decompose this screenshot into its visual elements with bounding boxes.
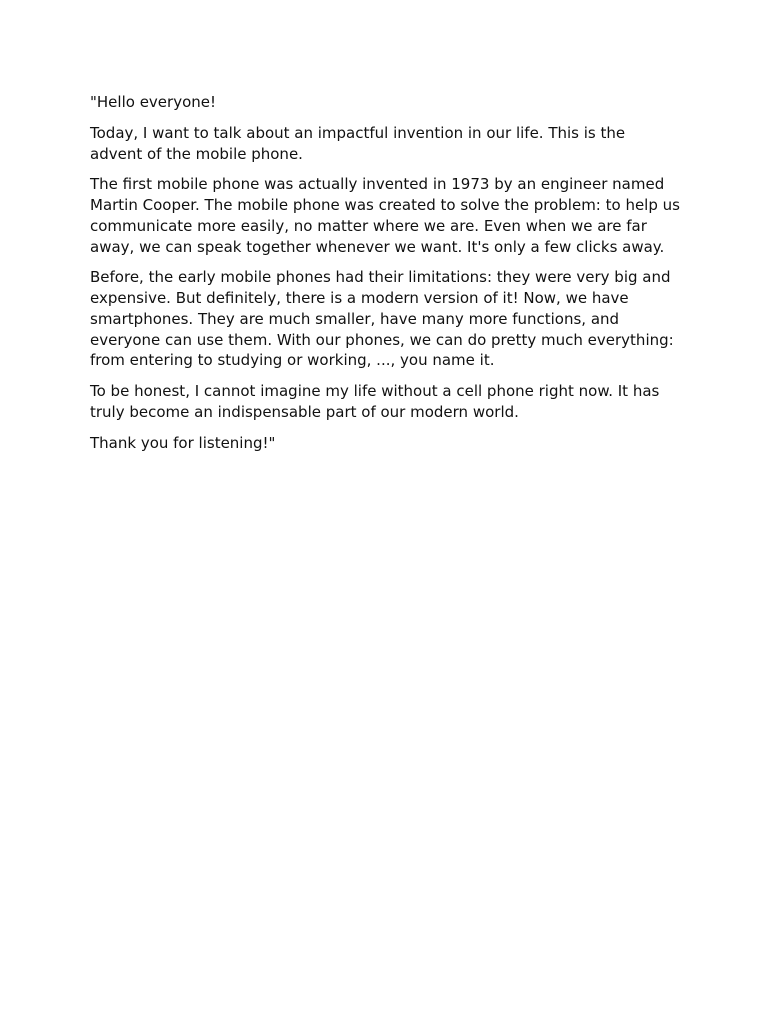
document-body bbox=[90, 92, 680, 464]
paragraph-greeting: "Hello everyone! bbox=[90, 93, 216, 111]
paragraph-evolution: Before, the early mobile phones had their limitations: they were very big and expensive. But definitely, there is a modern version of it! Now, we have smartphones. They are much smaller, have many more functions, and everyone can use them. With our phones, we can do pretty much everything: from entering to studying or working, ..., you name it. bbox=[90, 268, 674, 370]
paragraph-history: The first mobile phone was actually invented in 1973 by an engineer named Martin Cooper. The mobile phone was created to solve the problem: to help us communicate more easily, no matter where we are. Even when we are far away, we can speak together whenever we want. It's only a few clicks away. bbox=[90, 175, 680, 256]
paragraph-introduction: Today, I want to talk about an impactful invention in our life. This is the advent of the mobile phone. bbox=[90, 123, 626, 163]
paragraph-reflection: To be honest, I cannot imagine my life without a cell phone right now. It has truly become an indispensable part of our modern world. bbox=[90, 382, 660, 421]
paragraph-closing: Thank you for listening!" bbox=[90, 433, 276, 452]
